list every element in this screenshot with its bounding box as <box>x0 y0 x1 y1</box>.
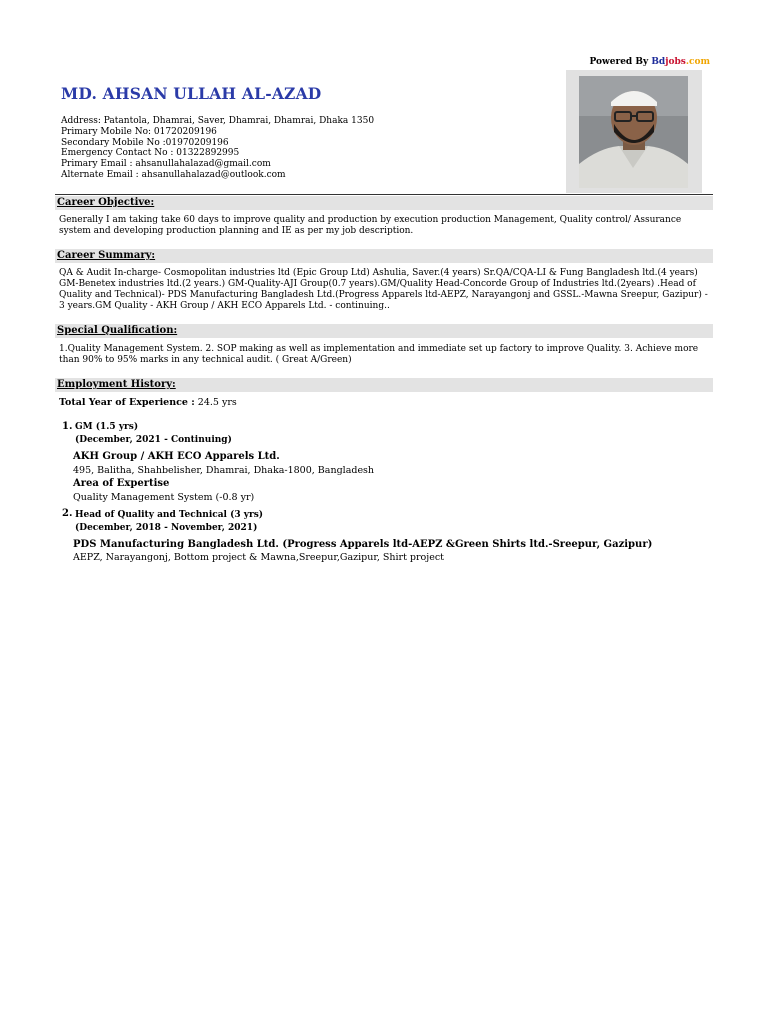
job-1-dates: (December, 2021 - Continuing) <box>75 435 232 445</box>
primary-mobile-line: Primary Mobile No: 01720209196 <box>61 126 217 137</box>
total-experience-label: Total Year of Experience : <box>59 397 195 408</box>
job-1-address: 495, Balitha, Shahbelisher, Dhamrai, Dhaka-1800, Bangladesh <box>73 465 375 476</box>
header-divider <box>55 194 713 195</box>
candidate-name: MD. AHSAN ULLAH AL-AZAD <box>61 84 322 103</box>
emergency-contact-line: Emergency Contact No : 01322892995 <box>61 148 240 159</box>
job-1-title: GM (1.5 yrs) <box>75 422 139 432</box>
job-2-title: Head of Quality and Technical (3 yrs) <box>75 510 264 520</box>
powered-by-label: Powered By <box>589 57 652 67</box>
secondary-mobile-line: Secondary Mobile No :01970209196 <box>61 137 229 148</box>
job-2-dates: (December, 2018 - November, 2021) <box>75 523 258 533</box>
profile-photo-frame <box>566 70 702 193</box>
total-experience-value: 24.5 yrs <box>194 397 237 408</box>
job-1-number: 1. <box>62 421 73 432</box>
powered-by-bdjobs <box>589 57 710 67</box>
profile-photo <box>579 76 688 188</box>
special-qualification-text: 1.Quality Management System. 2. SOP making as well as implementation and immediate set up factory to improve Quality. 3. Achieve more than 90% to 95% marks in any technical audit. ( Great A/Green) <box>59 344 699 365</box>
bdjobs-logo-part-com: .com <box>685 57 710 67</box>
job-1-company: AKH Group / AKH ECO Apparels Ltd. <box>73 451 280 462</box>
job-2-company: PDS Manufacturing Bangladesh Ltd. (Progress Apparels ltd-AEPZ &Green Shirts ltd.-Sreepur, Gazipur) <box>73 539 653 550</box>
alternate-email-line: Alternate Email : ahsanullahalazad@outlook.com <box>61 169 286 180</box>
primary-email-line: Primary Email : ahsanullahalazad@gmail.com <box>61 159 271 170</box>
job-1-area-of-expertise-label: Area of Expertise <box>73 478 170 489</box>
career-summary-heading <box>55 249 713 263</box>
career-objective-text: Generally I am taking take 60 days to improve quality and production by execution production Management, Quality control/ Assurance system and developing production planning and IE as per my job description. <box>59 215 682 236</box>
career-summary-title: Career Summary: <box>57 250 156 261</box>
bdjobs-logo-part-bd: Bd <box>651 57 666 67</box>
total-experience <box>59 397 237 408</box>
career-summary-text: QA & Audit In-charge- Cosmopolitan industries ltd (Epic Group Ltd) Ashulia, Saver.(4 years) Sr.QA/CQA-LI & Fung Bangladesh ltd.(4 years) GM-Benetex industries ltd.(2 years.) GM-Quality-AJI Group(0.7 years).GM/Quality Head-Concorde Group of Industries ltd.(2years) .Head of Quality and Technical)- PDS Manufacturing Bangladesh Ltd.(Progress Apparels ltd-AEPZ, Narayangonj and GSSL.-Mawna Sreepur, Gazipur) - 3 years.GM Quality - AKH Group / AKH ECO Apparels Ltd. - continuing.. <box>59 268 708 311</box>
job-2-number: 2. <box>62 508 73 519</box>
profile-portrait-illustration <box>579 76 688 188</box>
contact-info <box>61 116 374 181</box>
bdjobs-logo-part-jobs: jobs <box>665 57 686 67</box>
special-qualification-heading <box>55 324 713 338</box>
special-qualification-title: Special Qualification: <box>57 325 178 336</box>
career-objective-heading <box>55 196 713 210</box>
employment-history-title: Employment History: <box>57 379 176 390</box>
job-2-address: AEPZ, Narayangonj, Bottom project & Mawna,Sreepur,Gazipur, Shirt project <box>73 552 444 563</box>
employment-history-heading <box>55 378 713 392</box>
career-objective-title: Career Objective: <box>57 197 155 208</box>
job-1-area-of-expertise-value: Quality Management System (-0.8 yr) <box>73 492 255 503</box>
address-line: Address: Patantola, Dhamrai, Saver, Dhamrai, Dhamrai, Dhaka 1350 <box>61 116 375 126</box>
